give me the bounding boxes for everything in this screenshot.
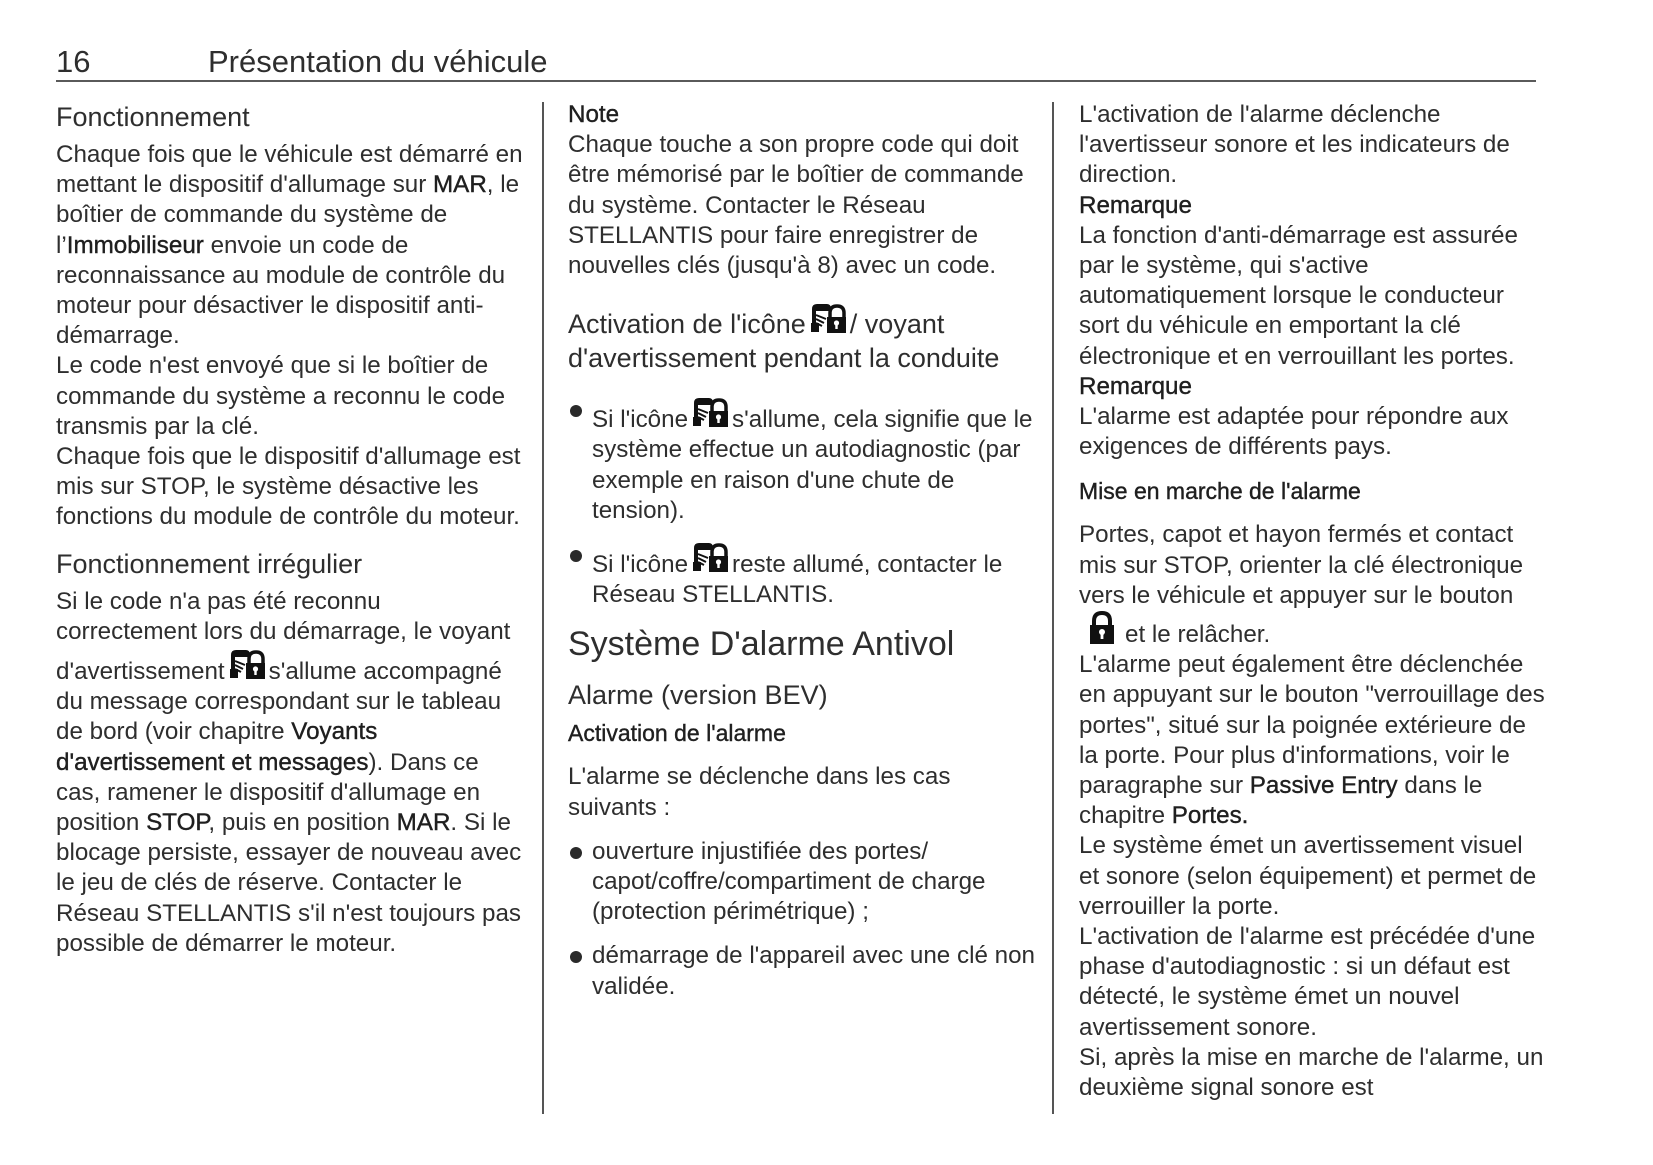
bold-term: Passive Entry xyxy=(1249,772,1398,800)
paragraph: Chaque fois que le dispositif d'allumage est mis sur STOP, le système désactive les fonctions du module de contrôle du moteur. xyxy=(56,443,521,531)
immobilizer-warning-icon xyxy=(229,647,265,681)
right-column xyxy=(1079,100,1549,1103)
bold-term: MAR xyxy=(396,809,451,837)
header-rule xyxy=(56,80,1536,82)
text: . Si le blocage persiste, essayer de nouveau avec le jeu de clés de réserve. Contacter le Réseau STELLANTIS s'il n'est toujours pas possible de démarrer le moteur. xyxy=(56,809,522,957)
text: L'alarme peut également être déclenchée en appuyant sur le bouton "verrouillage des portes", situé sur la poignée extérieure de la porte. Pour plus d'informations, voir le paragraphe sur xyxy=(1079,651,1545,800)
remark-text: La fonction d'anti-démarrage est assurée par le système, qui s'active automatiquement lorsque le conducteur sort du véhicule en emportant la clé électronique et en verrouillant les portes. xyxy=(1079,221,1518,370)
list-item xyxy=(568,540,1038,610)
paragraph xyxy=(56,140,526,351)
page-header xyxy=(56,44,1536,80)
note-text: Chaque touche a son propre code qui doit être mémorisé par le boîtier de commande du système. Contacter le Réseau STELLANTIS pour faire enregistrer de nouvelles clés (jusqu'à 8) avec un code. xyxy=(568,131,1024,280)
bullet-icon xyxy=(570,550,582,562)
middle-column xyxy=(568,100,1038,1002)
bold-term: STOP xyxy=(146,809,209,837)
text: ). Dans ce cas, ramener le dispositif d'allumage en position xyxy=(56,748,481,837)
remark-label: Remarque xyxy=(1079,372,1192,400)
remark-label: Remarque xyxy=(1079,191,1192,219)
section-heading: Alarme (version BEV) xyxy=(568,680,828,711)
section-heading xyxy=(568,301,1038,375)
page-number: 16 xyxy=(56,44,91,79)
paragraph: L'activation de l'alarme est précédée d'une phase d'autodiagnostic : si un défaut est détecté, le système émet un nouvel avertissement sonore. xyxy=(1079,923,1536,1041)
text: Portes, capot et hayon fermés et contact mis sur STOP, orienter la clé électronique vers le véhicule et appuyer sur le bouton xyxy=(1079,521,1524,609)
bold-term: Portes. xyxy=(1171,802,1249,830)
remark-text: L'alarme est adaptée pour répondre aux exigences de différents pays. xyxy=(1079,403,1509,461)
page-title: Présentation du véhicule xyxy=(208,44,548,79)
text: ouverture injustifiée des portes/ capot/coffre/compartiment de charge (protection périmétrique) ; xyxy=(592,837,986,926)
lock-button-icon xyxy=(1089,611,1115,645)
text: , le boîtier de commande du système de l’ xyxy=(56,171,520,259)
text: Si l'icône xyxy=(592,406,689,434)
text: et le relâcher. xyxy=(1125,621,1271,649)
text: dans le chapitre xyxy=(1079,772,1483,830)
section-heading: Fonctionnement xyxy=(56,102,250,132)
text: reste allumé, contacter le Réseau STELLANTIS. xyxy=(592,551,1003,609)
text: s'allume, cela signifie que le système effectue un autodiagnostic (par exemple en raison d'une chute de tension). xyxy=(592,406,1033,524)
paragraph: Si, après la mise en marche de l'alarme, un deuxième signal sonore est xyxy=(1079,1043,1544,1102)
note-label: Note xyxy=(568,101,620,128)
text: démarrage de l'appareil avec une clé non validée. xyxy=(592,942,1035,1000)
list-item xyxy=(568,941,1038,1001)
bold-term: Immobiliseur xyxy=(66,231,204,259)
paragraph xyxy=(1079,520,1549,650)
section-heading: Fonctionnement irrégulier xyxy=(56,548,363,579)
bullet-icon xyxy=(570,951,582,963)
list-item xyxy=(568,837,1038,928)
text: s'allume accompagné du message correspondant sur le tableau de bord (voir chapitre xyxy=(56,658,502,746)
bold-term: MAR xyxy=(433,171,487,199)
paragraph: L'alarme se déclenche dans les cas suivants : xyxy=(568,763,951,821)
immobilizer-warning-icon xyxy=(692,395,728,429)
paragraph: L'activation de l'alarme déclenche l'avertisseur sonore et les indicateurs de direction. xyxy=(1079,101,1510,189)
paragraph: Le système émet un avertissement visuel et sonore (selon équipement) et permet de verrouiller la porte. xyxy=(1079,832,1537,920)
text: Si le code n'a pas été reconnu correctement lors du démarrage, le voyant d'avertissement xyxy=(56,587,511,686)
column-divider xyxy=(542,102,544,1114)
sub-heading: Activation de l'alarme xyxy=(568,720,786,747)
paragraph xyxy=(1079,650,1549,831)
column-divider xyxy=(1052,102,1054,1114)
text: , puis en position xyxy=(208,809,397,837)
text: / voyant d'avertissement pendant la conduite xyxy=(568,309,1000,374)
bold-term: Voyants d'avertissement et messages xyxy=(56,718,378,776)
bullet-icon xyxy=(570,847,582,859)
chapter-heading: Système D'alarme Antivol xyxy=(568,625,955,664)
list-item xyxy=(568,395,1038,526)
immobilizer-warning-icon xyxy=(810,301,846,335)
text: Chaque fois que le véhicule est démarré en mettant le dispositif d'allumage sur xyxy=(56,141,523,199)
text: Si l'icône xyxy=(592,551,689,579)
bullet-list xyxy=(568,837,1038,1002)
paragraph: Le code n'est envoyé que si le boîtier de commande du système a reconnu le code transmis par la clé. xyxy=(56,352,506,440)
bullet-list xyxy=(568,395,1038,610)
text: envoie un code de reconnaissance au module de contrôle du moteur pour désactiver le dispositif anti-démarrage. xyxy=(56,231,506,350)
paragraph xyxy=(56,587,526,959)
text: Activation de l'icône xyxy=(568,309,806,340)
sub-heading: Mise en marche de l'alarme xyxy=(1079,478,1361,505)
left-column xyxy=(56,100,526,959)
immobilizer-warning-icon xyxy=(692,540,728,574)
bullet-icon xyxy=(570,405,582,417)
